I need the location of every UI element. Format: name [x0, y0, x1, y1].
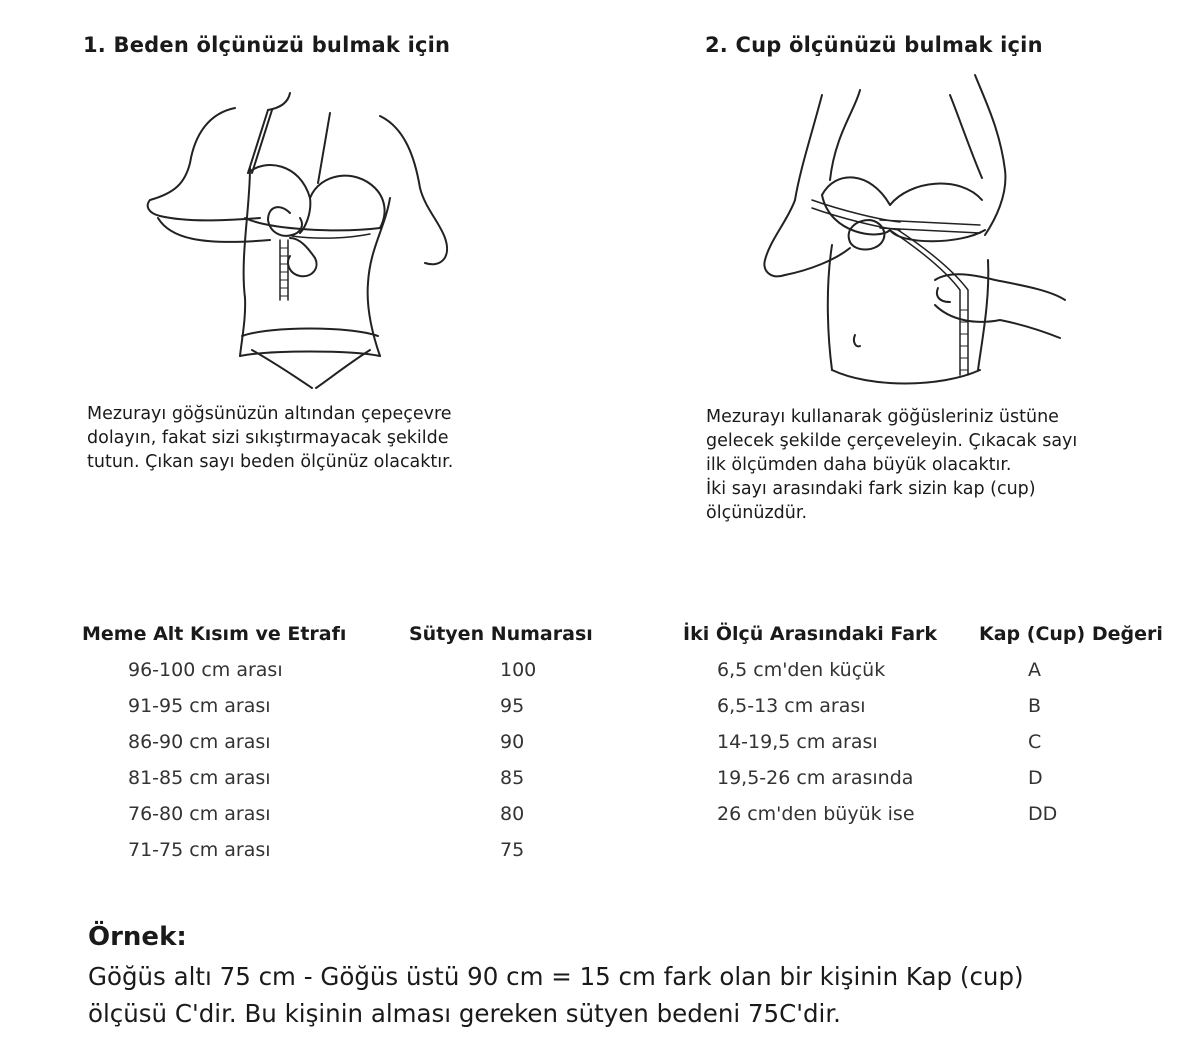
- example-line-2: ölçüsü C'dir. Bu kişinin alması gereken sütyen bedeni 75C'dir.: [88, 999, 841, 1028]
- table1-range-column: [128, 652, 283, 868]
- table2-cup-cell: D: [1028, 767, 1043, 789]
- section-2-description: [706, 405, 1077, 525]
- section-1-description: [87, 402, 453, 474]
- table1-size-cell: 85: [500, 767, 525, 789]
- cup-measurement-illustration: [760, 70, 1080, 390]
- section-2-line-1: Mezurayı kullanarak göğüsleriniz üstüne: [706, 407, 1059, 427]
- section-2-line-3: ilk ölçümden daha büyük olacaktır.: [706, 455, 1012, 475]
- table2-cup-column: [1028, 652, 1057, 832]
- section-2-line-4: İki sayı arasındaki fark sizin kap (cup): [706, 479, 1036, 499]
- table1-range-cell: 86-90 cm arası: [128, 731, 271, 753]
- table1-range-cell: 71-75 cm arası: [128, 839, 271, 861]
- table1-size-column: [500, 652, 536, 868]
- table2-header-difference: İki Ölçü Arasındaki Fark: [683, 623, 938, 645]
- table1-size-cell: 95: [500, 695, 525, 717]
- table1-range-cell: 81-85 cm arası: [128, 767, 271, 789]
- section-2-title: 2. Cup ölçünüzü bulmak için: [705, 33, 1043, 57]
- section-1-title: 1. Beden ölçünüzü bulmak için: [83, 33, 451, 57]
- example-title: Örnek:: [88, 922, 187, 952]
- table2-difference-cell: 26 cm'den büyük ise: [717, 803, 915, 825]
- band-measurement-illustration: [140, 88, 460, 393]
- table1-size-cell: 75: [500, 839, 525, 861]
- table1-range-cell: 96-100 cm arası: [128, 659, 283, 681]
- section-1-line-1: Mezurayı göğsünüzün altından çepeçevre: [87, 404, 452, 424]
- section-1-line-3: tutun. Çıkan sayı beden ölçünüz olacaktır.: [87, 452, 454, 472]
- table2-difference-cell: 14-19,5 cm arası: [717, 731, 878, 753]
- section-2-line-2: gelecek şekilde çerçeveleyin. Çıkacak sayı: [706, 431, 1078, 451]
- example-line-1: Göğüs altı 75 cm - Göğüs üstü 90 cm = 15 cm fark olan bir kişinin Kap (cup): [88, 962, 1024, 991]
- table2-cup-cell: A: [1028, 659, 1041, 681]
- table2-header-cup: Kap (Cup) Değeri: [979, 623, 1163, 645]
- table2-cup-cell: C: [1028, 731, 1042, 753]
- section-2-line-5: ölçünüzdür.: [706, 503, 808, 523]
- table1-size-cell: 100: [500, 659, 537, 681]
- table1-size-cell: 90: [500, 731, 525, 753]
- table2-cup-cell: B: [1028, 695, 1042, 717]
- table2-difference-cell: 19,5-26 cm arasında: [717, 767, 914, 789]
- section-1-line-2: dolayın, fakat sizi sıkıştırmayacak şekilde: [87, 428, 449, 448]
- table2-difference-cell: 6,5 cm'den küçük: [717, 659, 886, 681]
- table1-range-cell: 91-95 cm arası: [128, 695, 271, 717]
- table2-difference-cell: 6,5-13 cm arası: [717, 695, 866, 717]
- table2-cup-cell: DD: [1028, 803, 1058, 825]
- table1-header-size: Sütyen Numarası: [409, 623, 593, 645]
- table2-difference-column: [717, 652, 915, 832]
- table1-range-cell: 76-80 cm arası: [128, 803, 271, 825]
- example-body: [88, 958, 1024, 1032]
- table1-size-cell: 80: [500, 803, 525, 825]
- table1-header-range: Meme Alt Kısım ve Etrafı: [82, 623, 347, 645]
